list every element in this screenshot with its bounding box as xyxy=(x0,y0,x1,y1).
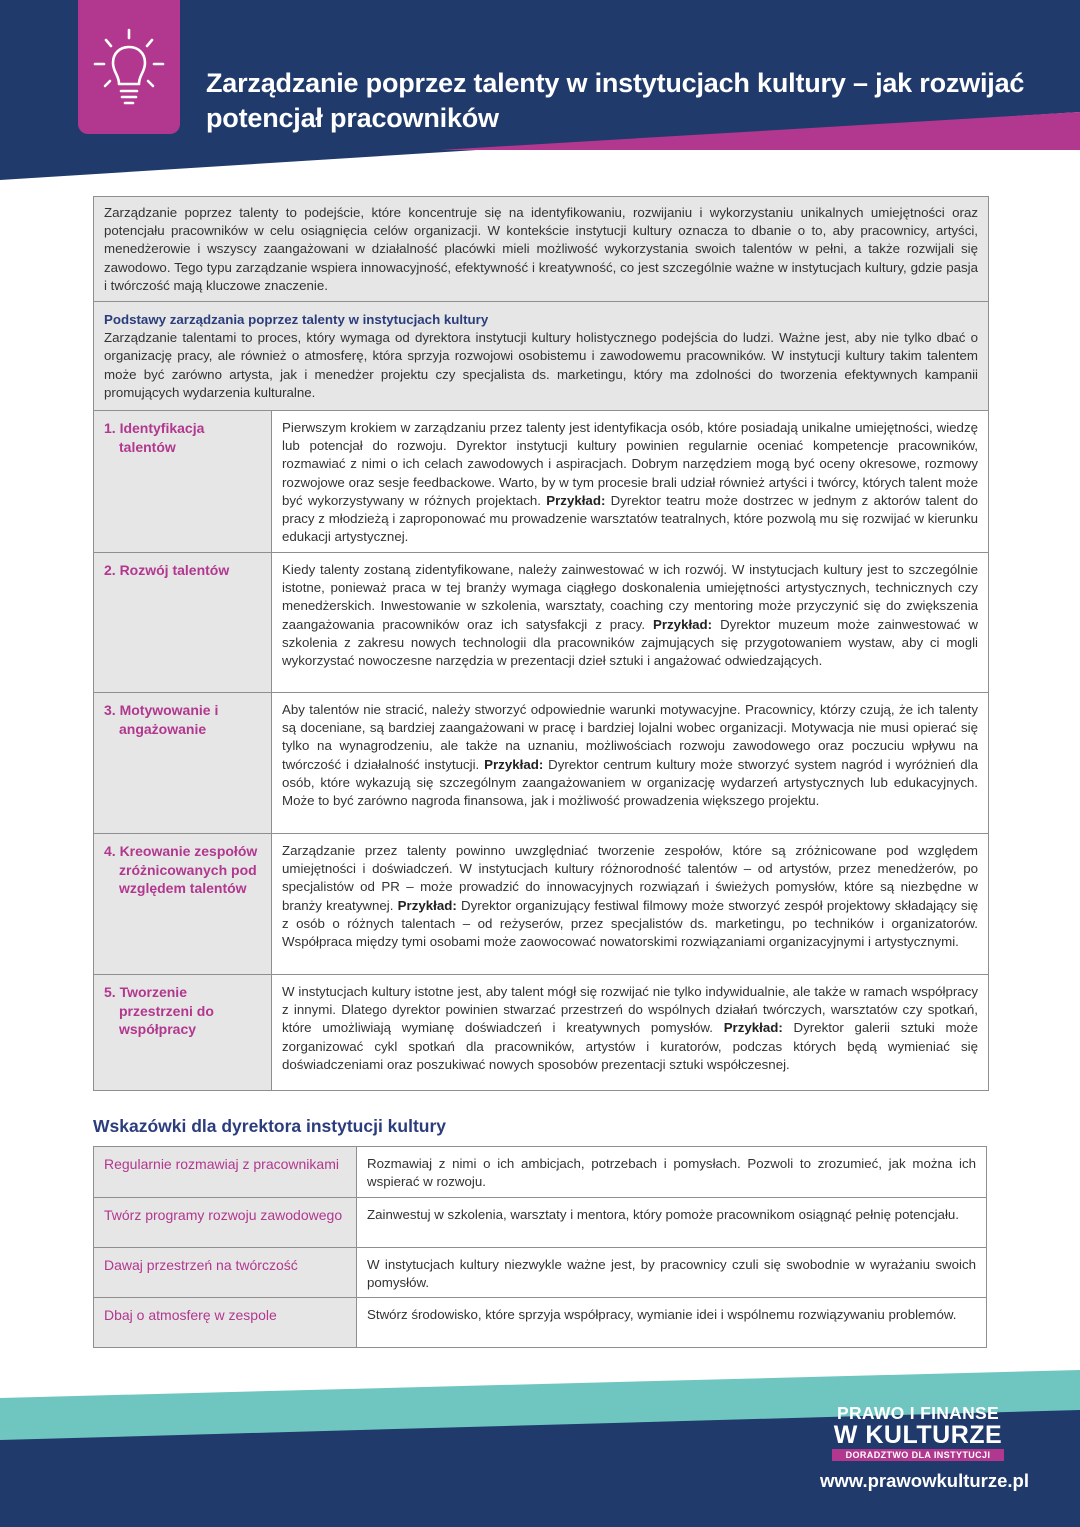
example-text: Dyrektor galerii sztuki może zorganizować cykl spotkań dla pracowników, artystów i kuratorów, podczas których będą wymieniać się doświadczeniami oraz poszukiwać nowych sposobów prezentacji sztuki współczesnej. xyxy=(282,1020,978,1072)
section-text-cell xyxy=(272,975,988,1090)
tip-row xyxy=(94,1197,986,1247)
section-label-cell xyxy=(94,693,272,833)
example-label: Przykład: xyxy=(723,1020,783,1036)
brand-logo xyxy=(832,1404,1004,1461)
brand-line-2: W KULTURZE xyxy=(833,1421,1003,1449)
intro-paragraph: Zarządzanie poprzez talenty to podejście, które koncentruje się na identyfikowaniu, rozwijaniu i wykorzystaniu unikalnych umiejętności oraz potencjału pracowników w celu osiągnięcia celów organizacji. W kontekście instytucji kultury oznacza to dbanie o to, aby pracownicy, artyści, menedżerowie i wszyscy zaangażowani w działalność placówki mieli możliwość wykorzystania swoich talentów w pełni, a także rozwijali się zawodowo. Tego typu zarządzanie wspiera innowacyjność, efektywność i kreatywność, co jest szczególnie ważne w instytucjach kultury, gdzie pasja i twórczość mają kluczowe znaczenie. xyxy=(94,197,988,302)
section-label: 2. Rozwój talentów xyxy=(104,562,230,579)
section-text-cell xyxy=(272,834,988,974)
lightbulb-icon xyxy=(92,28,166,106)
section-label: 3. Motywowanie i angażowanie xyxy=(104,702,219,737)
example-label: Przykład: xyxy=(546,492,606,508)
section-row xyxy=(94,833,988,974)
tip-row xyxy=(94,1247,986,1297)
section-text-cell xyxy=(272,693,988,833)
example-text: Dyrektor muzeum może zainwestować w szkolenia z zakresu nowych technologii dla pracowników zajmujących się przygotowaniem wystaw, aby ci mogli wykorzystać nowoczesne narzędzia w prezentacji dzieł sztuki i angażować odwiedzających. xyxy=(282,616,978,669)
tip-text: W instytucjach kultury niezwykle ważne jest, by pracownicy czuli się swobodnie w wyrażaniu swoich pomysłów. xyxy=(367,1257,976,1291)
tip-text: Stwórz środowisko, które sprzyja współpracy, wymianie idei i wspólnemu rozwiązywaniu problemów. xyxy=(367,1307,957,1322)
tip-label: Twórz programy rozwoju zawodowego xyxy=(94,1198,357,1247)
section-label: 5. Tworzenie przestrzeni do współpracy xyxy=(104,984,214,1038)
example-label: Przykład: xyxy=(484,756,544,772)
section-label-cell xyxy=(94,975,272,1090)
section-row xyxy=(94,692,988,833)
section-label-cell xyxy=(94,553,272,692)
section-text-cell xyxy=(272,553,988,692)
tip-label: Dbaj o atmosferę w zespole xyxy=(94,1298,357,1347)
section-row xyxy=(94,974,988,1090)
tip-row xyxy=(94,1147,986,1197)
main-content-box xyxy=(93,196,989,1091)
section-text: Aby talentów nie stracić, należy stworzyć odpowiednie warunki motywacyjne. Pracownicy, którzy czują, że ich talenty są doceniane, są bardziej zaangażowani w pracę i bardziej lojalni wobec organizacji. Motywacja nie musi opierać się tylko na wynagrodzeniu, ale także na uznaniu, możliwościach rozwoju zawodowego oraz poczuciu wpływu na twórczość i działalność instytucji. xyxy=(282,702,978,772)
section-label: 1. Identyfikacja talentów xyxy=(104,420,205,455)
basics-heading: Podstawy zarządzania poprzez talenty w instytucjach kultury xyxy=(104,312,489,328)
section-text-cell xyxy=(272,411,988,552)
example-text: Dyrektor organizujący festiwal filmowy może stworzyć zespół projektowy składający się z osób o różnych talentach – od reżyserów, przez specjalistów ds. marketingu, po techników i organizatorów. Współpraca między tymi osobami może zaowocować nowatorskimi rozwiązaniami organizacyjnymi i artystycznymi. xyxy=(282,897,979,950)
section-label: 4. Kreowanie zespołów zróżnicowanych pod względem talentów xyxy=(104,843,258,897)
basics-section xyxy=(94,302,988,410)
section-row xyxy=(94,552,988,692)
example-label: Przykład: xyxy=(397,897,457,913)
section-text: W instytucjach kultury istotne jest, aby talent mógł się rozwijać nie tylko indywidualnie, ale także w ramach współpracy z innymi. Dlatego dyrektor powinien stwarzać przestrzeń do wspólnych działań twórczych, warsztatów czy spotkań, które umożliwiają wymianę doświadczeń i kreatywnych pomysłów. xyxy=(282,984,978,1036)
section-label-cell xyxy=(94,411,272,552)
header xyxy=(0,0,1080,180)
icon-box xyxy=(78,0,180,134)
brand-line-1: PRAWO I FINANSE xyxy=(836,1403,999,1423)
section-text: Pierwszym krokiem w zarządzaniu przez talenty jest identyfikacja osób, które posiadają unikalne umiejętności, wiedzę lub potencjał do rozwoju. Dyrektor instytucji kultury powinien regularnie oceniać kompetencje pracowników, rozmawiać z nimi o ich celach zawodowych i aspiracjach. Dobrym narzędziem mogą być oceny okresowe, rozmowy rozwojowe oraz sesje feedbackowe. Warto, by w tym procesie brali udział również artyści i twórcy, których talent może być wykorzystywany w różnych projektach. xyxy=(282,420,978,508)
example-label: Przykład: xyxy=(652,616,713,632)
tip-row xyxy=(94,1297,986,1347)
example-text: Dyrektor centrum kultury może stworzyć system nagród i wyróżnień dla osób, które wykazują się szczególnym zaangażowaniem w organizację wydarzeń artystycznych lub edukacyjnych. Może to być zarówno nagroda finansowa, jak i możliwość prowadzenia większego projektu. xyxy=(282,756,978,809)
tip-text: Zainwestuj w szkolenia, warsztaty i mentora, który pomoże pracownikom osiągnąć pełnię potencjału. xyxy=(367,1207,959,1222)
page-title: Zarządzanie poprzez talenty w instytucjach kultury – jak rozwijać potencjał pracowników xyxy=(206,68,1025,133)
example-text: Dyrektor teatru może dostrzec w jednym z aktorów talent do pracy z młodzieżą i zaproponować mu prowadzenie warsztatów teatralnych, które pozwolą mu się rozwijać w kierunku edukacji artystycznej. xyxy=(282,492,978,545)
tip-label: Dawaj przestrzeń na twórczość xyxy=(94,1248,357,1297)
basics-text: Zarządzanie talentami to proces, który wymaga od dyrektora instytucji kultury holistycznego podejścia do ludzi. Ważne jest, aby nie tylko dbać o organizację pracy, ale również o atmosferę, która sprzyja rozwojowi osobistemu i zawodowemu pracowników. W instytucji kultury takim talentem może być zarówno artysta, jak i menedżer projektu czy specjalista ds. marketingu, który ma zdolności do tworzenia efektywnych kampanii promujących wydarzenia kulturalne. xyxy=(104,330,978,400)
section-text: Kiedy talenty zostaną zidentyfikowane, należy zainwestować w ich rozwój. W instytucjach kultury jest to szczególnie istotne, ponieważ praca w tej branży wymaga ciągłego doskonalenia umiejętności artystycznych, technicznych czy menedżerskich. Inwestowanie w szkolenia, warsztaty, coaching czy mentoring może przyczynić się do zwiększenia zaangażowania pracowników oraz ich satysfakcji z pracy. xyxy=(282,562,978,632)
website-link[interactable]: www.prawowkulturze.pl xyxy=(820,1470,1030,1491)
tips-heading: Wskazówki dla dyrektora instytucji kultury xyxy=(93,1116,447,1136)
section-text: Zarządzanie przez talenty powinno uwzględniać tworzenie zespołów, które są zróżnicowane pod względem umiejętności i doświadczeń. W instytucjach kultury różnorodność talentów – od artystów, przez menedżerów, po specjalistów od PR – może prowadzić do innowacyjnych rozwiązań i świeżych pomysłów, które są niezbędne w branży kreatywnej. xyxy=(282,843,978,913)
brand-tagline: DORADZTWO DLA INSTYTUCJI xyxy=(832,1449,1004,1461)
tip-text: Rozmawiaj z nimi o ich ambicjach, potrzebach i pomysłach. Pozwoli to zrozumieć, jak można ich wspierać w rozwoju. xyxy=(367,1156,976,1190)
tip-label: Regularnie rozmawiaj z pracownikami xyxy=(94,1147,357,1197)
section-row xyxy=(94,410,988,552)
tips-table xyxy=(93,1146,987,1348)
section-label-cell xyxy=(94,834,272,974)
